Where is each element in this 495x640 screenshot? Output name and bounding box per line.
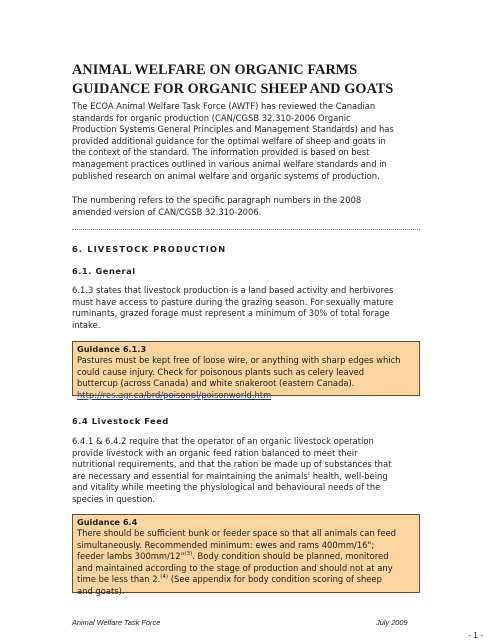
guidance-line: and goats). xyxy=(77,585,125,596)
numbering-note xyxy=(72,195,432,218)
intro-paragraph xyxy=(72,101,432,182)
feed-line: provide livestock with an organic feed ration balanced to meet their xyxy=(72,447,358,458)
footnote-ref: (3) xyxy=(184,551,193,558)
guidance-line: There should be sufficient bunk or feeder space so that all animals can feed xyxy=(77,528,396,539)
feed-line: nutritional requirements, and that the ration be made up of substances that xyxy=(72,459,392,470)
guidance-title: Guidance 6.4 xyxy=(77,517,138,527)
feed-line: 6.4.1 & 6.4.2 require that the operator of an organic livestock operation xyxy=(72,436,374,446)
intro-line: management practices outlined in various animal welfare standards and in xyxy=(72,158,387,169)
poisonous-plants-link[interactable]: http://res.agr.ca/brd/poisonpl/poisonworld.htm xyxy=(77,389,272,400)
section-heading-livestock-feed: 6.4 Livestock Feed xyxy=(72,416,169,426)
page-number: - 1 - xyxy=(468,630,483,640)
intro-line: the context of the standard. The information provided is based on best xyxy=(72,147,370,158)
guidance-title: Guidance 6.1.3 xyxy=(77,344,147,354)
general-paragraph xyxy=(72,285,432,331)
section-heading-livestock-production: 6. LIVESTOCK PRODUCTION xyxy=(72,244,227,254)
intro-line: standards for organic production (CAN/CGSB 32.310-2006 Organic xyxy=(72,112,351,123)
numbering-note-line: amended version of CAN/CGSB 32.310-2006. xyxy=(72,206,262,217)
guidance-line: time be less than 2.$^{(4)}$ (See appendix for body condition scoring of sheep xyxy=(77,574,382,585)
feed-line: are necessary and essential for maintaining the animals' health, well-being xyxy=(72,470,388,481)
feed-line: and vitality while meeting the physiological and behavioural needs of the xyxy=(72,482,381,493)
intro-line: The ECOA Animal Welfare Task Force (AWTF) has reviewed the Canadian xyxy=(72,101,376,111)
footer-date: July 2009 xyxy=(376,618,408,627)
general-line: must have access to pasture during the grazing season. For sexually mature xyxy=(72,296,394,307)
guidance-line: buttercup (across Canada) and white snakeroot (eastern Canada). xyxy=(77,378,355,389)
feed-line: species in question. xyxy=(72,493,156,504)
intro-line: published research on animal welfare and organic systems of production. xyxy=(72,170,380,181)
guidance-box-6-4 xyxy=(72,514,420,596)
guidance-line: Pastures must be kept free of loose wire, or anything with sharp edges which xyxy=(77,355,401,366)
footnote-ref: (4) xyxy=(160,574,169,581)
guidance-line: could cause injury. Check for poisonous plants such as celery leaved xyxy=(77,366,365,377)
intro-line: provided additional guidance for the optimal welfare of sheep and goats in xyxy=(72,135,386,146)
document-subtitle: GUIDANCE FOR ORGANIC SHEEP AND GOATS xyxy=(72,81,394,97)
numbering-note-line: The numbering refers to the specific paragraph numbers in the 2008 xyxy=(72,195,362,205)
guidance-line: simultaneously. Recommended minimum: ewes and rams 400mm/16"; xyxy=(77,539,375,550)
guidance-box-6-1-3 xyxy=(72,341,420,400)
guidance-line: feeder lambs 300mm/12"$^{(3)}$. Body condition should be planned, monitored xyxy=(77,551,389,562)
footer-organization: Animal Welfare Task Force xyxy=(72,618,161,627)
general-line: 6.1.3 states that livestock production is a land based activity and herbivores xyxy=(72,285,394,295)
document-title: ANIMAL WELFARE ON ORGANIC FARMS xyxy=(72,62,358,78)
section-heading-general: 6.1. General xyxy=(72,266,136,276)
dotted-divider xyxy=(72,229,420,230)
general-line: intake. xyxy=(72,319,101,330)
guidance-line: and maintained according to the stage of production and should not at any xyxy=(77,562,393,573)
livestock-feed-paragraph xyxy=(72,436,432,506)
intro-line: Production Systems General Principles and Management Standards) and has xyxy=(72,124,394,135)
general-line: ruminants, grazed forage must represent a minimum of 30% of total forage xyxy=(72,308,390,319)
